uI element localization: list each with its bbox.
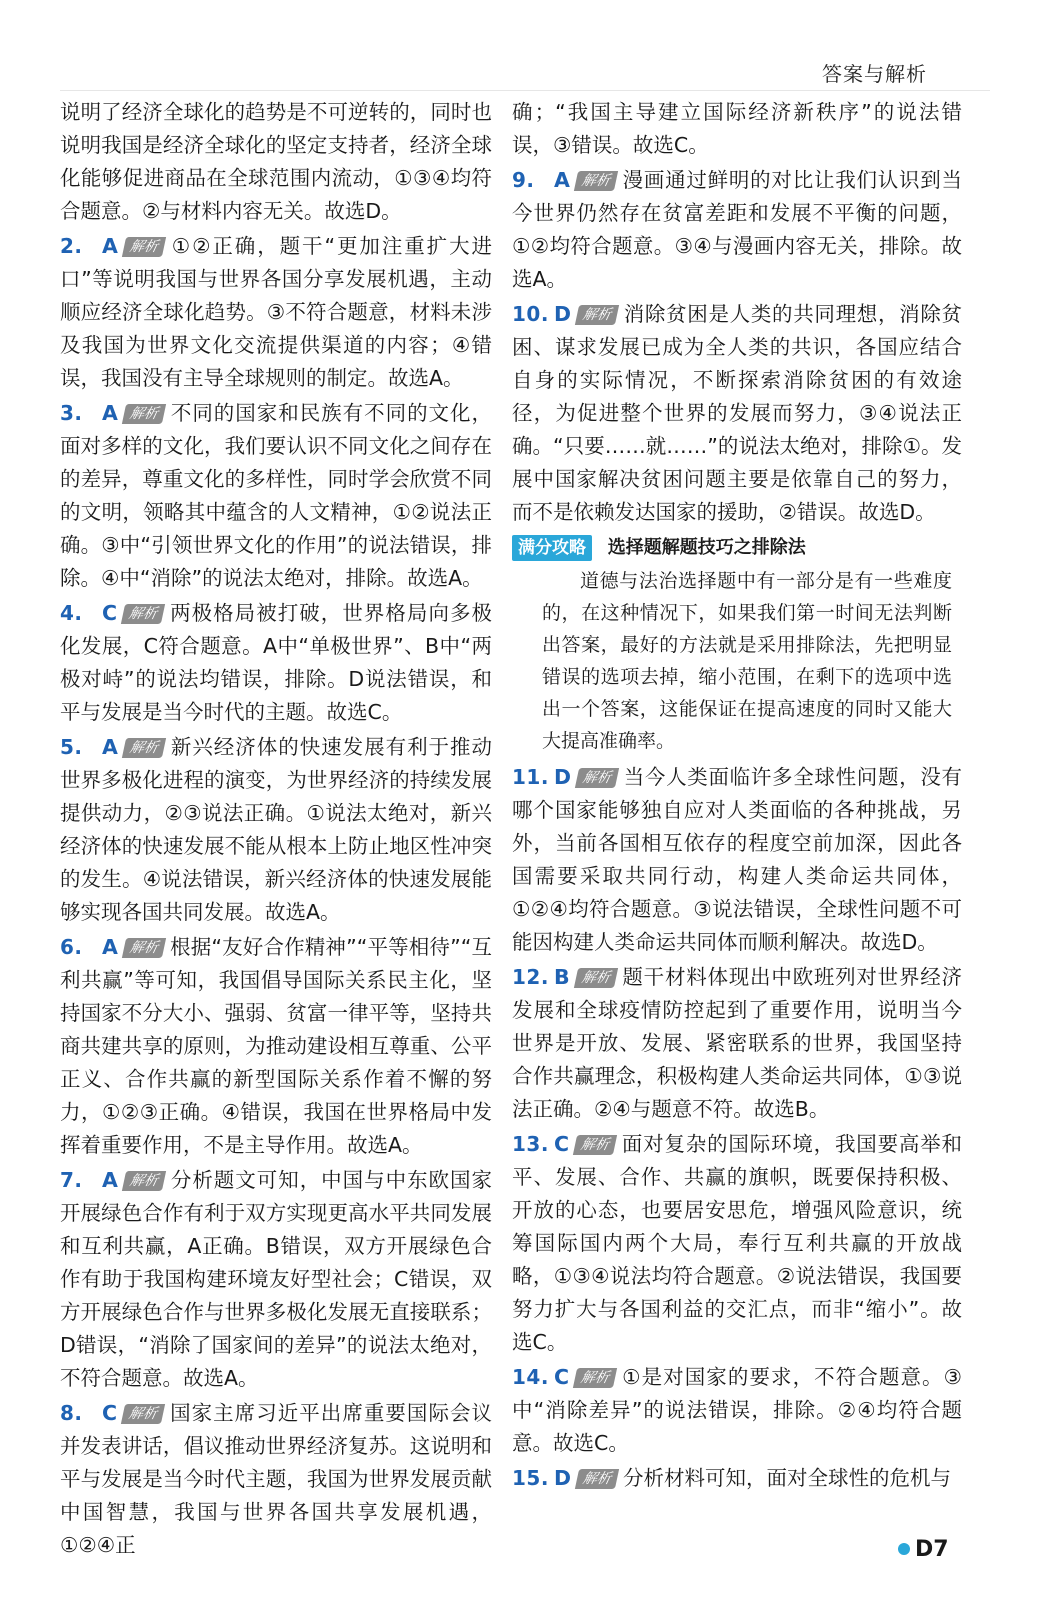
analysis-tag-icon: 解析 — [573, 1368, 617, 1388]
analysis-tag-icon: 解析 — [575, 768, 619, 788]
analysis-text: 两极格局被打破，世界格局向多极化发展，C符合题意。A中“单极世界”、B中“两极对峙”的说法均错误，排除。D说法错误，和平与发展是当今时代的主题。故选C。 — [60, 601, 492, 724]
question-number: 11. — [512, 765, 549, 789]
answer-letter: A — [102, 401, 118, 425]
answer-letter: C — [554, 1365, 570, 1389]
analysis-text: 新兴经济体的快速发展有利于推动世界多极化进程的演变，为世界经济的持续发展提供动力，②③说法正确。①说法太绝对，新兴经济体的快速发展不能从根本上防止地区性冲突的发生。④说法错误，新兴经济体的快速发展能够实现各国共同发展。故选A。 — [60, 735, 492, 924]
tip-title: 选择题解题技巧之排除法 — [607, 537, 806, 558]
answer-item — [512, 1462, 962, 1495]
tip-header — [512, 535, 962, 561]
answer-list-right-b — [512, 761, 962, 1495]
analysis-tag-icon: 解析 — [575, 1469, 619, 1489]
answer-item — [60, 1397, 492, 1562]
answer-letter: A — [102, 234, 118, 258]
question-number: 15. — [512, 1466, 549, 1490]
analysis-text: 消除贫困是人类的共同理想，消除贫困、谋求发展已成为全人类的共识，各国应结合自身的实际情况，不断探索消除贫困的有效途径，为促进整个世界的发展而努力，③④说法正确。“只要……就……”的说法太绝对，排除①。发展中国家解决贫困问题主要是依靠自己的努力，而不是依赖发达国家的援助，②错误。故选D。 — [512, 302, 962, 524]
analysis-text: 漫画通过鲜明的对比让我们认识到当今世界仍然存在贫富差距和发展不平衡的问题，①②均符合题意。③④与漫画内容无关，排除。故选A。 — [512, 168, 962, 291]
right-column — [512, 96, 962, 1497]
answer-letter: A — [102, 1168, 118, 1192]
analysis-tag-icon: 解析 — [122, 738, 166, 758]
analysis-text: 国家主席习近平出席重要国际会议并发表讲话，倡议推动世界经济复苏。这说明和平与发展是当今时代主题，我国为世界发展贡献中国智慧，我国与世界各国共享发展机遇，①②④正 — [60, 1401, 492, 1557]
question-number: 9. — [512, 168, 535, 192]
answer-item — [512, 164, 962, 296]
answer-letter: C — [102, 1401, 118, 1425]
question-number: 3. — [60, 401, 83, 425]
question-number: 2. — [60, 234, 83, 258]
page-number: D7 — [915, 1537, 949, 1562]
analysis-tag-icon: 解析 — [122, 404, 166, 424]
analysis-tag-icon: 解析 — [121, 1404, 165, 1424]
answer-letter: C — [554, 1132, 570, 1156]
question-number: 12. — [512, 965, 549, 989]
analysis-tag-icon: 解析 — [122, 938, 166, 958]
question-number: 4. — [60, 601, 83, 625]
analysis-text: 当今人类面临许多全球性问题，没有哪个国家能够独自应对人类面临的各种挑战，另外，当前各国相互依存的程度空前加深，因此各国需要采取共同行动，构建人类命运共同体，①②④均符合题意。③说法错误，全球性问题不可能因构建人类命运共同体而顺利解决。故选D。 — [512, 765, 962, 954]
question-number: 5. — [60, 735, 83, 759]
question-number: 10. — [512, 302, 549, 326]
answer-item — [512, 761, 962, 959]
answer-letter: D — [554, 765, 572, 789]
answer-item — [60, 731, 492, 929]
answer-item — [512, 961, 962, 1126]
analysis-text: 分析题文可知，中国与中东欧国家开展绿色合作有利于双方实现更高水平共同发展和互利共赢，A正确。B错误，双方开展绿色合作有助于我国构建环境友好型社会；C错误，双方开展绿色合作与世界多极化发展无直接联系；D错误，“消除了国家间的差异”的说法太绝对，不符合题意。故选A。 — [60, 1168, 492, 1390]
answer-item — [60, 931, 492, 1162]
answer-letter: A — [102, 735, 118, 759]
question-number: 13. — [512, 1132, 549, 1156]
continued-text: 确；“我国主导建立国际经济新秩序”的说法错误，③错误。故选C。 — [512, 100, 962, 157]
answer-list-right-a — [512, 164, 962, 529]
answer-letter: B — [554, 965, 570, 989]
answer-list-left — [60, 230, 492, 1562]
answer-item — [512, 1361, 962, 1460]
analysis-tag-icon: 解析 — [573, 1135, 617, 1155]
answer-letter: D — [554, 302, 572, 326]
question-number: 14. — [512, 1365, 549, 1389]
answer-letter: A — [554, 168, 570, 192]
tip-badge: 满分攻略 — [512, 535, 592, 561]
analysis-tag-icon: 解析 — [574, 171, 618, 191]
question-number: 6. — [60, 935, 83, 959]
continued-text: 说明了经济全球化的趋势是不可逆转的，同时也说明我国是经济全球化的坚定支持者，经济全球化能够促进商品在全球范围内流动，①③④均符合题意。②与材料内容无关。故选D。 — [60, 100, 492, 223]
analysis-tag-icon: 解析 — [121, 604, 165, 624]
analysis-text: 分析材料可知，面对全球性的危机与 — [623, 1466, 952, 1490]
analysis-text: 题干材料体现出中欧班列对世界经济发展和全球疫情防控起到了重要作用，说明当今世界是开放、发展、紧密联系的世界，我国坚持合作共赢理念，积极构建人类命运共同体，①③说法正确。②④与题意不符。故选B。 — [512, 965, 962, 1121]
header-divider — [60, 90, 990, 91]
answer-letter: D — [554, 1466, 572, 1490]
answer-item — [60, 1164, 492, 1395]
analysis-text: ①②正确，题干“更加注重扩大进口”等说明我国与世界各国分享发展机遇，主动顺应经济全球化趋势。③不符合题意，材料未涉及我国为世界文化交流提供渠道的内容；④错误，我国没有主导全球规则的制定。故选A。 — [60, 234, 492, 390]
answer-letter: A — [102, 935, 118, 959]
answer-item — [60, 230, 492, 395]
question-number: 8. — [60, 1401, 83, 1425]
analysis-tag-icon: 解析 — [122, 237, 166, 257]
analysis-text: 不同的国家和民族有不同的文化，面对多样的文化，我们要认识不同文化之间存在的差异，尊重文化的多样性，同时学会欣赏不同的文明，领略其中蕴含的人文精神，①②说法正确。③中“引领世界文化的作用”的说法错误，排除。④中“消除”的说法太绝对，排除。故选A。 — [60, 401, 492, 590]
answer-item — [512, 1128, 962, 1359]
answer-letter: C — [102, 601, 118, 625]
analysis-tag-icon: 解析 — [574, 968, 618, 988]
answer-item — [60, 597, 492, 729]
page-dot-icon — [898, 1543, 910, 1555]
left-column — [60, 96, 492, 1564]
answer-item — [512, 298, 962, 529]
tip-body: 道德与法治选择题中有一部分是有一些难度的，在这种情况下，如果我们第一时间无法判断出答案，最好的方法就是采用排除法，先把明显错误的选项去掉，缩小范围，在剩下的选项中选出一个答案，这能保证在提高速度的同时又能大大提高准确率。 — [542, 570, 952, 752]
analysis-text: 面对复杂的国际环境，我国要高举和平、发展、合作、共赢的旗帜，既要保持积极、开放的心态，也要居安思危，增强风险意识，统筹国际国内两个大局，奉行互利共赢的开放战略，①③④说法均符合题意。②说法错误，我国要努力扩大与各国利益的交汇点，而非“缩小”。故选C。 — [512, 1132, 962, 1354]
section-title: 答案与解析 — [822, 62, 927, 86]
question-number: 7. — [60, 1168, 83, 1192]
analysis-tag-icon: 解析 — [575, 305, 619, 325]
tip-box — [512, 535, 962, 757]
analysis-tag-icon: 解析 — [122, 1171, 166, 1191]
answer-item — [60, 397, 492, 595]
analysis-text: 根据“友好合作精神”“平等相待”“互利共赢”等可知，我国倡导国际关系民主化，坚持国家不分大小、强弱、贫富一律平等，坚持共商共建共享的原则，为推动建设相互尊重、公平正义、合作共赢的新型国际关系作着不懈的努力，①②③正确。④错误，我国在世界格局中发挥着重要作用，不是主导作用。故选A。 — [60, 935, 492, 1157]
analysis-text: ①是对国家的要求，不符合题意。③中“消除差异”的说法错误，排除。②④均符合题意。故选C。 — [512, 1365, 962, 1455]
